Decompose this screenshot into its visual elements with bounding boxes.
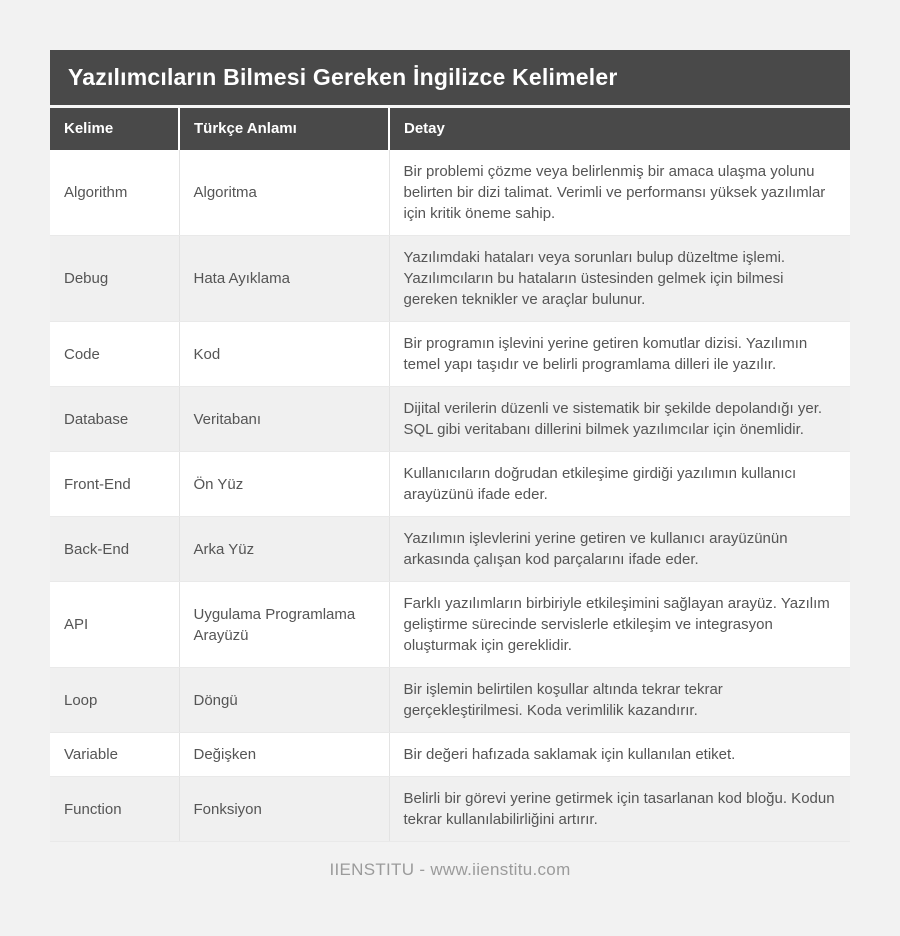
- meaning-cell: Hata Ayıklama: [179, 236, 389, 322]
- detail-cell: Yazılımdaki hataları veya sorunları bulup düzeltme işlemi. Yazılımcıların bu hataların üstesinden gelmek için bilmesi gereken teknikler ve araçlar bulunur.: [389, 236, 850, 322]
- meaning-cell: Veritabanı: [179, 387, 389, 452]
- table-row: [50, 668, 850, 733]
- word-cell: Loop: [50, 668, 179, 733]
- column-header-kelime: Kelime: [50, 108, 179, 150]
- table-header-row: [50, 108, 850, 150]
- table-row: [50, 582, 850, 668]
- detail-cell: Belirli bir görevi yerine getirmek için tasarlanan kod bloğu. Kodun tekrar kullanılabilirliğini artırır.: [389, 777, 850, 842]
- word-cell: Variable: [50, 733, 179, 777]
- vocabulary-card: [50, 50, 850, 842]
- meaning-cell: Döngü: [179, 668, 389, 733]
- meaning-cell: Arka Yüz: [179, 517, 389, 582]
- detail-cell: Dijital verilerin düzenli ve sistematik bir şekilde depolandığı yer. SQL gibi veritabanı dillerini bilmek yazılımcılar için önemlidir.: [389, 387, 850, 452]
- detail-cell: Kullanıcıların doğrudan etkileşime girdiği yazılımın kullanıcı arayüzünü ifade eder.: [389, 452, 850, 517]
- word-cell: API: [50, 582, 179, 668]
- detail-cell: Bir problemi çözme veya belirlenmiş bir amaca ulaşma yolunu belirten bir dizi talimat. Verimli ve performansı yüksek yazılımlar için kritik öneme sahip.: [389, 150, 850, 236]
- column-header-turkce-anlami: Türkçe Anlamı: [179, 108, 389, 150]
- table-row: [50, 236, 850, 322]
- word-cell: Algorithm: [50, 150, 179, 236]
- footer-branding: IIENSTITU - www.iienstitu.com: [329, 860, 571, 879]
- meaning-cell: Değişken: [179, 733, 389, 777]
- table-body: [50, 150, 850, 842]
- detail-cell: Farklı yazılımların birbiriyle etkileşimini sağlayan arayüz. Yazılım geliştirme sürecinde servislerle etkileşim ve integrasyon oluşturmak için gereklidir.: [389, 582, 850, 668]
- word-cell: Front-End: [50, 452, 179, 517]
- vocabulary-table: [50, 108, 850, 842]
- column-header-detay: Detay: [389, 108, 850, 150]
- table-row: [50, 517, 850, 582]
- word-cell: Debug: [50, 236, 179, 322]
- word-cell: Database: [50, 387, 179, 452]
- table-row: [50, 322, 850, 387]
- meaning-cell: Kod: [179, 322, 389, 387]
- meaning-cell: Algoritma: [179, 150, 389, 236]
- detail-cell: Bir programın işlevini yerine getiren komutlar dizisi. Yazılımın temel yapı taşıdır ve belirli programlama dilleri ile yazılır.: [389, 322, 850, 387]
- table-row: [50, 733, 850, 777]
- detail-cell: Bir değeri hafızada saklamak için kullanılan etiket.: [389, 733, 850, 777]
- detail-cell: Bir işlemin belirtilen koşullar altında tekrar tekrar gerçekleştirilmesi. Koda verimlilik kazandırır.: [389, 668, 850, 733]
- table-row: [50, 387, 850, 452]
- word-cell: Back-End: [50, 517, 179, 582]
- word-cell: Function: [50, 777, 179, 842]
- meaning-cell: Ön Yüz: [179, 452, 389, 517]
- meaning-cell: Fonksiyon: [179, 777, 389, 842]
- table-row: [50, 777, 850, 842]
- table-row: [50, 150, 850, 236]
- meaning-cell: Uygulama Programlama Arayüzü: [179, 582, 389, 668]
- word-cell: Code: [50, 322, 179, 387]
- detail-cell: Yazılımın işlevlerini yerine getiren ve kullanıcı arayüzünün arkasında çalışan kod parçalarını ifade eder.: [389, 517, 850, 582]
- table-row: [50, 452, 850, 517]
- page-title: Yazılımcıların Bilmesi Gereken İngilizce Kelimeler: [50, 50, 850, 108]
